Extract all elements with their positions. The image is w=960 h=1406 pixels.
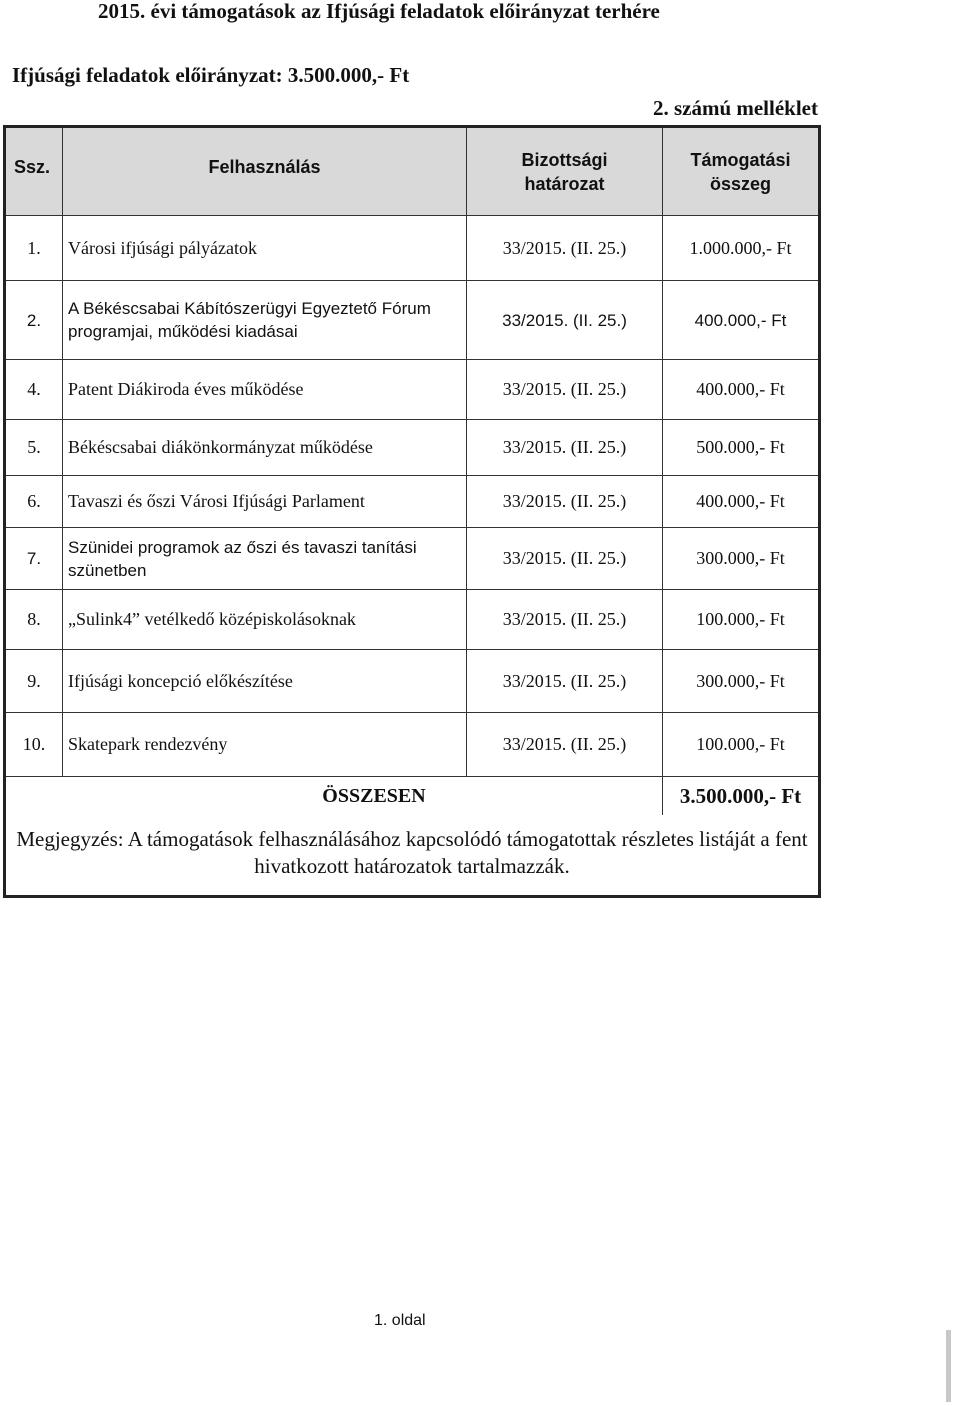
row-amount: 300.000,- Ft [663, 650, 820, 713]
row-amount: 400.000,- Ft [663, 360, 820, 420]
row-description: Békéscsabai diákönkormányzat működése [63, 420, 467, 476]
row-amount: 1.000.000,- Ft [663, 216, 820, 281]
total-label: ÖSSZESEN [5, 777, 663, 816]
row-decision: 33/2015. (II. 25.) [467, 476, 663, 528]
note-row [5, 815, 820, 897]
col-header-usage: Felhasználás [63, 127, 467, 216]
col-header-decision-text: Bizottsági határozat [521, 149, 608, 194]
scan-edge-mark [946, 1330, 951, 1402]
row-number: 7. [5, 528, 63, 590]
table-row [5, 713, 820, 777]
row-number: 10. [5, 713, 63, 777]
row-description: Tavaszi és őszi Városi Ifjúsági Parlament [63, 476, 467, 528]
row-amount: 500.000,- Ft [663, 420, 820, 476]
table-row [5, 528, 820, 590]
row-amount: 100.000,- Ft [663, 590, 820, 650]
row-description: „Sulink4” vetélkedő középiskolásoknak [63, 590, 467, 650]
table-header-row [5, 127, 820, 216]
row-description: Városi ifjúsági pályázatok [63, 216, 467, 281]
row-amount: 300.000,- Ft [663, 528, 820, 590]
row-description: Patent Diákiroda éves működése [63, 360, 467, 420]
col-header-amount-text: Támogatási összeg [690, 149, 791, 194]
table-row [5, 476, 820, 528]
table-row [5, 216, 820, 281]
document-title: 2015. évi támogatások az Ifjúsági feladatok előirányzat terhére [98, 0, 660, 23]
col-header-decision [467, 127, 663, 216]
total-row [5, 777, 820, 816]
row-amount: 400.000,- Ft [663, 476, 820, 528]
row-decision: 33/2015. (II. 25.) [467, 650, 663, 713]
row-number: 2. [5, 281, 63, 360]
row-description: Skatepark rendezvény [63, 713, 467, 777]
budget-line: Ifjúsági feladatok előirányzat: 3.500.000,- Ft [12, 63, 410, 87]
row-decision: 33/2015. (II. 25.) [467, 216, 663, 281]
table-row [5, 281, 820, 360]
row-decision: 33/2015. (II. 25.) [467, 281, 663, 360]
row-decision: 33/2015. (II. 25.) [467, 528, 663, 590]
note-text: Megjegyzés: A támogatások felhasználásához kapcsolódó támogatottak részletes listáját a fent hivatkozott határozatok tartalmazzák. [5, 815, 820, 897]
row-decision: 33/2015. (II. 25.) [467, 590, 663, 650]
row-description: Szünidei programok az őszi és tavaszi tanítási szünetben [63, 528, 467, 590]
row-number: 5. [5, 420, 63, 476]
col-header-number: Ssz. [5, 127, 63, 216]
table-row [5, 650, 820, 713]
page-number: 1. oldal [374, 1312, 426, 1329]
total-amount: 3.500.000,- Ft [663, 777, 820, 816]
row-amount: 100.000,- Ft [663, 713, 820, 777]
grants-table [3, 125, 821, 898]
row-number: 8. [5, 590, 63, 650]
col-header-amount [663, 127, 820, 216]
row-number: 1. [5, 216, 63, 281]
annex-label: 2. számú melléklet [652, 96, 818, 120]
row-decision: 33/2015. (II. 25.) [467, 713, 663, 777]
row-number: 4. [5, 360, 63, 420]
row-description: A Békéscsabai Kábítószerügyi Egyeztető Fórum programjai, működési kiadásai [63, 281, 467, 360]
row-decision: 33/2015. (II. 25.) [467, 360, 663, 420]
row-amount: 400.000,- Ft [663, 281, 820, 360]
table-row [5, 590, 820, 650]
row-description: Ifjúsági koncepció előkészítése [63, 650, 467, 713]
row-decision: 33/2015. (II. 25.) [467, 420, 663, 476]
table-row [5, 360, 820, 420]
row-number: 9. [5, 650, 63, 713]
table-row [5, 420, 820, 476]
row-number: 6. [5, 476, 63, 528]
